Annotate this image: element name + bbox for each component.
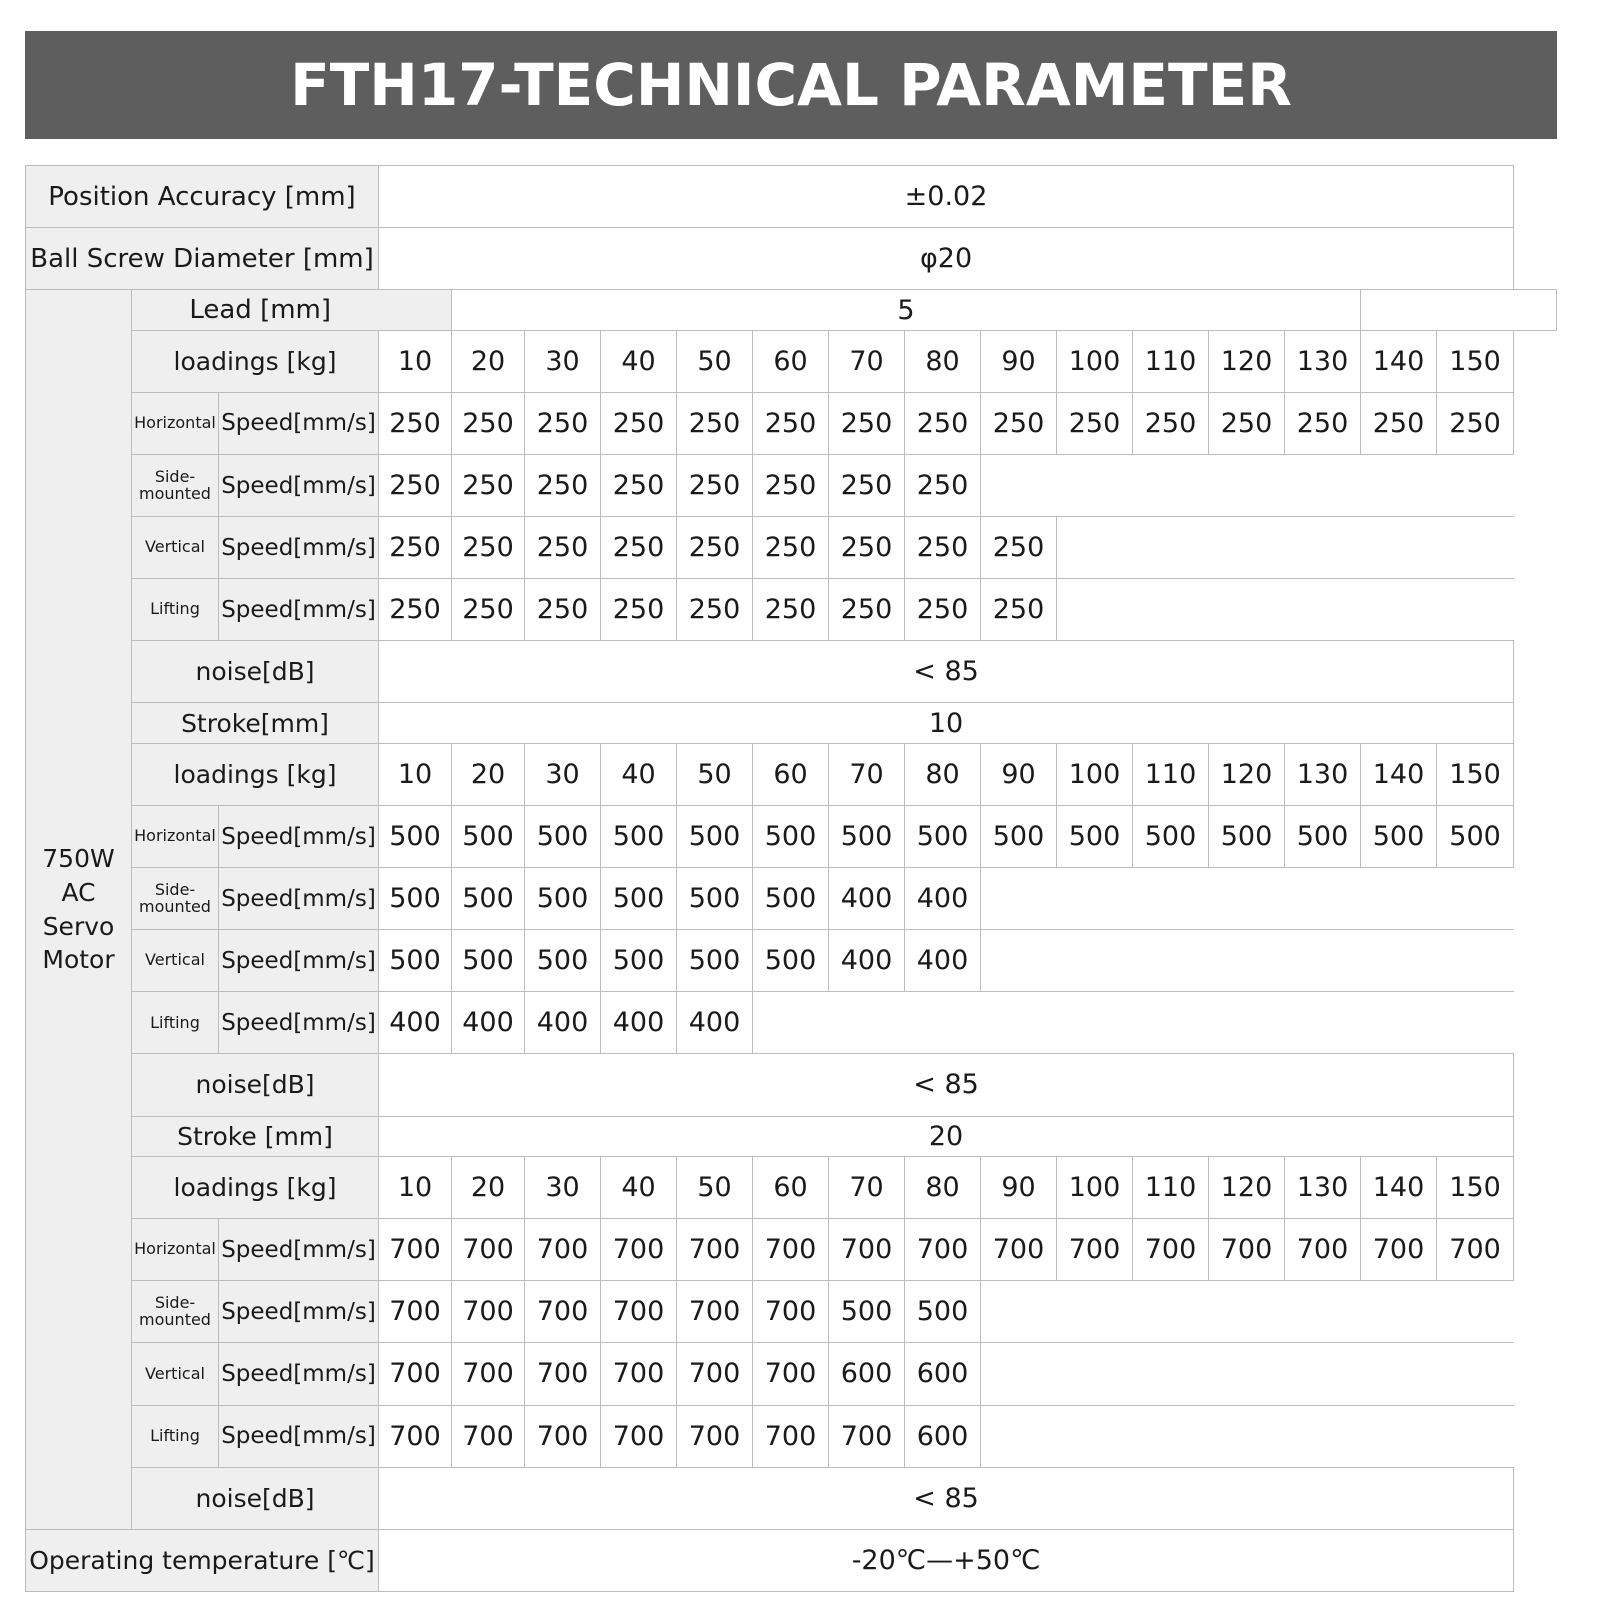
loading-value-cell: 110 [1133,1157,1209,1219]
speed-value-cell: 500 [601,930,677,992]
speed-value-cell: 700 [1361,1219,1437,1281]
speed-value-cell: 500 [379,868,452,930]
speed-value-cell: 500 [829,1281,905,1343]
speed-value-cell: 400 [677,992,753,1054]
section-header-label: Stroke [mm] [132,1116,379,1157]
speed-value-cell: 700 [379,1219,452,1281]
speed-value-cell: 250 [601,392,677,454]
lifting-direction-label: Lifting [132,1405,219,1467]
loading-value-cell: 60 [753,330,829,392]
speed-value-cell: 500 [753,930,829,992]
speed-value-cell: 250 [1133,392,1209,454]
speed-value-cell: 700 [829,1219,905,1281]
loading-value-cell: 100 [1057,744,1133,806]
row-section-header [26,703,1557,744]
loading-value-cell: 120 [1209,1157,1285,1219]
loading-value-cell: 40 [601,744,677,806]
speed-value-cell: 500 [753,806,829,868]
speed-value-cell: 250 [981,392,1057,454]
speed-value-cell: 250 [905,517,981,579]
horizontal-direction-label: Horizontal [132,1219,219,1281]
speed-value-cell: 700 [525,1405,601,1467]
loading-value-cell: 30 [525,1157,601,1219]
speed-value-cell: 500 [525,868,601,930]
speed-value-cell: 250 [1285,392,1361,454]
loading-value-cell: 90 [981,330,1057,392]
speed-value-cell: 250 [601,455,677,517]
row-section-header [26,1116,1557,1157]
speed-value-cell: 700 [677,1281,753,1343]
loading-value-cell: 20 [452,1157,525,1219]
loading-value-cell: 150 [1437,330,1514,392]
speed-value-cell: 250 [905,455,981,517]
speed-value-cell: 700 [452,1219,525,1281]
loading-value-cell: 20 [452,330,525,392]
row-section-header [26,290,1557,331]
row-horizontal-speed [26,392,1557,454]
speed-value-cell: 250 [525,579,601,641]
speed-value-cell: 700 [452,1281,525,1343]
loading-value-cell: 120 [1209,330,1285,392]
noise-label: noise[dB] [132,1467,379,1529]
loading-value-cell: 70 [829,1157,905,1219]
ball-screw-label: Ball Screw Diameter [mm] [26,228,379,290]
empty-cell [1361,290,1557,331]
loading-value-cell: 40 [601,330,677,392]
speed-value-cell: 250 [1437,392,1514,454]
loading-value-cell: 140 [1361,1157,1437,1219]
empty-cell [981,1405,1514,1467]
loading-value-cell: 10 [379,330,452,392]
speed-value-cell: 400 [905,868,981,930]
speed-value-cell: 250 [525,392,601,454]
loading-value-cell: 130 [1285,1157,1361,1219]
speed-value-cell: 500 [1133,806,1209,868]
speed-value-cell: 700 [753,1219,829,1281]
noise-value: < 85 [379,1467,1514,1529]
side-direction-label: Side- mounted [132,455,219,517]
operating-temp-value: -20℃—+50℃ [379,1529,1514,1591]
position-accuracy-value: ±0.02 [379,166,1514,228]
speed-value-cell: 700 [1057,1219,1133,1281]
speed-value-cell: 700 [905,1219,981,1281]
row-vertical-speed [26,517,1557,579]
empty-cell [981,868,1514,930]
speed-value-cell: 700 [525,1281,601,1343]
speed-value-cell: 400 [379,992,452,1054]
speed-value-cell: 250 [379,579,452,641]
side-direction-label: Side- mounted [132,868,219,930]
row-lifting-speed [26,992,1557,1054]
speed-value-cell: 250 [753,392,829,454]
empty-cell [981,930,1514,992]
speed-value-cell: 500 [905,1281,981,1343]
page-title: FTH17-TECHNICAL PARAMETER [290,51,1292,119]
loading-value-cell: 130 [1285,330,1361,392]
vertical-direction-label: Vertical [132,930,219,992]
row-noise [26,1054,1557,1116]
speed-value-cell: 700 [677,1219,753,1281]
speed-value-cell: 250 [452,579,525,641]
loading-value-cell: 50 [677,330,753,392]
speed-value-cell: 250 [525,455,601,517]
speed-unit-label: Speed[mm/s] [219,930,379,992]
row-loadings [26,1157,1557,1219]
speed-value-cell: 250 [1057,392,1133,454]
loading-value-cell: 80 [905,330,981,392]
speed-value-cell: 500 [1209,806,1285,868]
speed-value-cell: 500 [677,868,753,930]
loading-value-cell: 100 [1057,1157,1133,1219]
speed-value-cell: 700 [753,1281,829,1343]
speed-value-cell: 700 [677,1343,753,1405]
speed-value-cell: 250 [981,579,1057,641]
speed-value-cell: 400 [452,992,525,1054]
motor-label [26,290,132,1530]
row-operating-temp [26,1529,1557,1591]
loading-value-cell: 80 [905,1157,981,1219]
speed-value-cell: 700 [1133,1219,1209,1281]
empty-cell [1057,579,1514,641]
position-accuracy-label: Position Accuracy [mm] [26,166,379,228]
row-ball-screw [26,228,1557,290]
empty-cell [981,1343,1514,1405]
speed-value-cell: 600 [905,1405,981,1467]
loading-value-cell: 60 [753,744,829,806]
speed-unit-label: Speed[mm/s] [219,579,379,641]
vertical-direction-label: Vertical [132,517,219,579]
speed-value-cell: 250 [677,579,753,641]
speed-value-cell: 250 [829,517,905,579]
speed-value-cell: 700 [677,1405,753,1467]
noise-value: < 85 [379,641,1514,703]
speed-unit-label: Speed[mm/s] [219,517,379,579]
noise-label: noise[dB] [132,641,379,703]
speed-value-cell: 500 [379,930,452,992]
speed-value-cell: 600 [829,1343,905,1405]
speed-value-cell: 250 [753,579,829,641]
spec-table [25,165,1557,1592]
speed-value-cell: 250 [905,392,981,454]
speed-value-cell: 500 [905,806,981,868]
speed-value-cell: 250 [452,455,525,517]
speed-value-cell: 250 [677,517,753,579]
title-banner [25,31,1557,139]
loadings-label: loadings [kg] [132,744,379,806]
row-noise [26,641,1557,703]
vertical-direction-label: Vertical [132,1343,219,1405]
speed-value-cell: 500 [677,930,753,992]
motor-label-line: AC [61,877,96,907]
speed-value-cell: 500 [1437,806,1514,868]
motor-label-line: 750W [42,844,115,874]
speed-value-cell: 250 [981,517,1057,579]
noise-label: noise[dB] [132,1054,379,1116]
speed-value-cell: 400 [829,930,905,992]
loading-value-cell: 110 [1133,744,1209,806]
loading-value-cell: 150 [1437,744,1514,806]
speed-value-cell: 600 [905,1343,981,1405]
speed-value-cell: 250 [452,392,525,454]
speed-value-cell: 700 [525,1343,601,1405]
lifting-direction-label: Lifting [132,992,219,1054]
speed-value-cell: 700 [753,1405,829,1467]
speed-value-cell: 500 [452,868,525,930]
speed-value-cell: 250 [601,517,677,579]
speed-value-cell: 500 [601,806,677,868]
speed-value-cell: 400 [601,992,677,1054]
speed-value-cell: 500 [525,806,601,868]
loading-value-cell: 90 [981,744,1057,806]
speed-value-cell: 700 [452,1405,525,1467]
speed-value-cell: 400 [525,992,601,1054]
speed-value-cell: 500 [1361,806,1437,868]
loading-value-cell: 80 [905,744,981,806]
speed-unit-label: Speed[mm/s] [219,992,379,1054]
ball-screw-value: φ20 [379,228,1514,290]
loading-value-cell: 30 [525,330,601,392]
row-lifting-speed [26,1405,1557,1467]
speed-value-cell: 500 [829,806,905,868]
speed-value-cell: 700 [1437,1219,1514,1281]
speed-value-cell: 700 [379,1281,452,1343]
row-horizontal-speed [26,1219,1557,1281]
loadings-label: loadings [kg] [132,330,379,392]
loading-value-cell: 150 [1437,1157,1514,1219]
horizontal-direction-label: Horizontal [132,392,219,454]
loading-value-cell: 70 [829,744,905,806]
empty-cell [981,455,1514,517]
speed-value-cell: 250 [829,455,905,517]
speed-unit-label: Speed[mm/s] [219,1343,379,1405]
loading-value-cell: 40 [601,1157,677,1219]
speed-value-cell: 250 [379,517,452,579]
speed-value-cell: 500 [525,930,601,992]
row-side-speed [26,1281,1557,1343]
row-position-accuracy [26,166,1557,228]
speed-value-cell: 250 [753,517,829,579]
loadings-label: loadings [kg] [132,1157,379,1219]
loading-value-cell: 50 [677,1157,753,1219]
row-horizontal-speed [26,806,1557,868]
speed-value-cell: 500 [452,930,525,992]
speed-value-cell: 700 [525,1219,601,1281]
speed-value-cell: 700 [1285,1219,1361,1281]
speed-value-cell: 250 [905,579,981,641]
speed-value-cell: 700 [601,1343,677,1405]
section-header-label: Lead [mm] [132,290,452,331]
loading-value-cell: 130 [1285,744,1361,806]
row-loadings [26,744,1557,806]
speed-value-cell: 700 [1209,1219,1285,1281]
loading-value-cell: 140 [1361,330,1437,392]
noise-value: < 85 [379,1054,1514,1116]
speed-value-cell: 500 [981,806,1057,868]
row-vertical-speed [26,1343,1557,1405]
speed-value-cell: 250 [677,455,753,517]
empty-cell [1057,517,1514,579]
section-header-value: 20 [379,1116,1514,1157]
section-header-value: 10 [379,703,1514,744]
loading-value-cell: 70 [829,330,905,392]
row-loadings [26,330,1557,392]
motor-label-line: Motor [42,945,115,975]
speed-value-cell: 250 [753,455,829,517]
speed-value-cell: 500 [677,806,753,868]
row-vertical-speed [26,930,1557,992]
speed-value-cell: 250 [1209,392,1285,454]
speed-value-cell: 500 [601,868,677,930]
loading-value-cell: 20 [452,744,525,806]
loading-value-cell: 10 [379,744,452,806]
speed-value-cell: 500 [1285,806,1361,868]
lifting-direction-label: Lifting [132,579,219,641]
speed-unit-label: Speed[mm/s] [219,868,379,930]
horizontal-direction-label: Horizontal [132,806,219,868]
row-side-speed [26,868,1557,930]
loading-value-cell: 110 [1133,330,1209,392]
speed-value-cell: 500 [452,806,525,868]
speed-unit-label: Speed[mm/s] [219,1219,379,1281]
speed-value-cell: 700 [753,1343,829,1405]
speed-value-cell: 700 [452,1343,525,1405]
motor-label-line: Servo [42,911,115,941]
operating-temp-label: Operating temperature [℃] [26,1529,379,1591]
section-header-label: Stroke[mm] [132,703,379,744]
section-header-value: 5 [452,290,1361,331]
side-direction-label: Side- mounted [132,1281,219,1343]
speed-value-cell: 700 [379,1405,452,1467]
row-side-speed [26,455,1557,517]
loading-value-cell: 100 [1057,330,1133,392]
speed-value-cell: 700 [981,1219,1057,1281]
loading-value-cell: 60 [753,1157,829,1219]
speed-value-cell: 250 [601,579,677,641]
row-noise [26,1467,1557,1529]
speed-value-cell: 250 [1361,392,1437,454]
empty-cell [981,1281,1514,1343]
speed-value-cell: 250 [525,517,601,579]
speed-value-cell: 400 [905,930,981,992]
loading-value-cell: 50 [677,744,753,806]
speed-unit-label: Speed[mm/s] [219,1281,379,1343]
speed-value-cell: 700 [601,1281,677,1343]
speed-value-cell: 500 [1057,806,1133,868]
speed-unit-label: Speed[mm/s] [219,392,379,454]
empty-cell [753,992,1514,1054]
speed-value-cell: 250 [829,392,905,454]
speed-unit-label: Speed[mm/s] [219,806,379,868]
speed-value-cell: 250 [379,455,452,517]
row-lifting-speed [26,579,1557,641]
speed-value-cell: 700 [379,1343,452,1405]
speed-value-cell: 500 [753,868,829,930]
loading-value-cell: 120 [1209,744,1285,806]
speed-value-cell: 700 [829,1405,905,1467]
speed-value-cell: 500 [379,806,452,868]
loading-value-cell: 10 [379,1157,452,1219]
speed-value-cell: 250 [379,392,452,454]
speed-unit-label: Speed[mm/s] [219,455,379,517]
loading-value-cell: 140 [1361,744,1437,806]
loading-value-cell: 30 [525,744,601,806]
speed-value-cell: 250 [829,579,905,641]
loading-value-cell: 90 [981,1157,1057,1219]
speed-value-cell: 250 [677,392,753,454]
speed-unit-label: Speed[mm/s] [219,1405,379,1467]
speed-value-cell: 700 [601,1405,677,1467]
speed-value-cell: 400 [829,868,905,930]
speed-value-cell: 700 [601,1219,677,1281]
speed-value-cell: 250 [452,517,525,579]
